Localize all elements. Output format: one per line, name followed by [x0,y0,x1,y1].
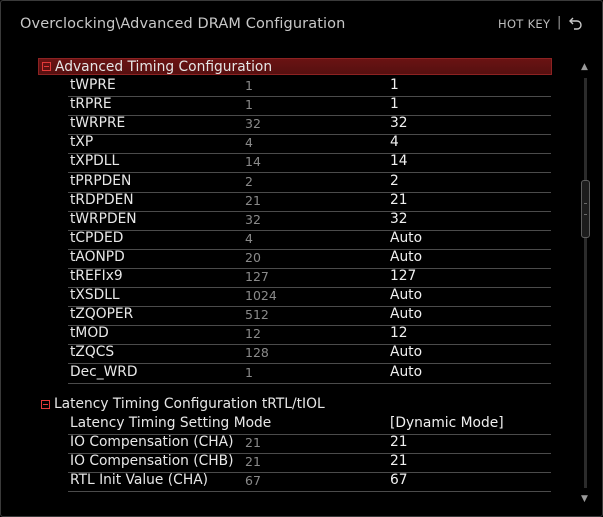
setting-name: Latency Timing Setting Mode [70,414,272,431]
setting-value[interactable]: Auto [390,363,423,380]
setting-current-value: 128 [245,345,269,361]
setting-name: tREFIx9 [70,268,123,284]
setting-current-value: 1 [245,364,253,380]
setting-value[interactable]: Auto [390,344,423,361]
breadcrumb: Overclocking\Advanced DRAM Configuration [20,16,346,32]
setting-row[interactable] [68,453,551,473]
setting-value[interactable]: 14 [390,153,408,170]
setting-row[interactable] [68,96,551,116]
settings-list [38,58,552,498]
setting-name: Dec_WRD [70,363,138,380]
setting-current-value: 67 [245,472,261,488]
setting-row[interactable] [68,344,551,364]
collapse-icon[interactable] [41,400,50,409]
back-arrow-icon[interactable] [569,16,583,30]
setting-name: tZQOPER [70,306,134,323]
setting-name: tMOD [70,325,109,342]
scroll-down-icon[interactable]: ▼ [581,494,588,504]
setting-current-value: 21 [245,434,261,450]
setting-name: tPRPDEN [70,172,132,189]
setting-current-value: 14 [245,154,261,170]
setting-value[interactable]: Auto [390,229,423,246]
collapse-icon[interactable] [42,62,51,71]
setting-row[interactable] [68,134,551,154]
section-title: Latency Timing Configuration tRTL/tIOL [54,396,325,413]
setting-row[interactable] [68,153,551,173]
setting-row[interactable] [68,173,551,193]
setting-value[interactable]: Auto [390,306,423,323]
setting-current-value: 4 [245,135,253,151]
setting-current-value: 21 [245,192,261,208]
section-title: Advanced Timing Configuration [55,58,273,75]
setting-current-value: 1024 [245,288,277,304]
setting-name: tRDPDEN [70,191,134,208]
setting-value[interactable]: Auto [390,248,423,265]
setting-current-value: 20 [245,249,261,265]
setting-current-value: 1 [245,78,253,93]
hotkey-button[interactable]: HOT KEY [498,17,551,31]
setting-name: IO Compensation (CHB) [70,452,234,469]
scroll-track[interactable] [584,78,587,488]
setting-name: tCPDED [70,229,124,246]
setting-row[interactable] [68,287,551,307]
setting-name: tWPRE [70,77,116,93]
setting-row[interactable] [68,415,551,435]
setting-name: tXSDLL [70,287,120,304]
setting-row[interactable] [68,115,551,135]
setting-current-value: 32 [245,116,261,132]
scroll-up-icon[interactable]: ▲ [581,62,588,72]
setting-name: RTL Init Value (CHA) [70,471,209,488]
setting-row[interactable] [68,211,551,231]
setting-name: tRPRE [70,96,112,113]
setting-current-value: 12 [245,326,261,342]
setting-row[interactable] [68,230,551,250]
setting-name: tAONPD [70,248,125,265]
setting-value[interactable]: 4 [390,134,399,151]
section-header[interactable] [38,58,552,75]
setting-value[interactable]: 67 [390,471,408,488]
setting-current-value: 1 [245,97,253,113]
setting-value[interactable]: 127 [390,268,417,284]
header-separator: | [557,15,562,30]
setting-row[interactable] [68,325,551,345]
setting-value[interactable]: 12 [390,325,408,342]
setting-value[interactable]: Auto [390,287,423,304]
setting-name: IO Compensation (CHA) [70,433,234,450]
setting-row[interactable] [68,306,551,326]
setting-row[interactable] [68,249,551,269]
setting-value[interactable]: [Dynamic Mode] [390,414,504,431]
setting-name: tXPDLL [70,153,120,170]
section-header[interactable] [38,396,552,413]
setting-value[interactable]: 21 [390,433,408,450]
setting-value[interactable]: 1 [390,77,399,93]
scroll-thumb[interactable] [581,180,590,238]
setting-name: tZQCS [70,344,115,361]
setting-name: tWRPDEN [70,210,137,227]
setting-row[interactable] [68,192,551,212]
setting-current-value: 2 [245,173,253,189]
setting-current-value: 512 [245,307,269,323]
setting-value[interactable]: 32 [390,210,408,227]
setting-name: tWRPRE [70,115,126,132]
setting-current-value: 127 [245,269,269,284]
setting-value[interactable]: 32 [390,115,408,132]
setting-row[interactable] [68,77,551,97]
setting-value[interactable]: 21 [390,191,408,208]
setting-current-value: 21 [245,453,261,469]
setting-row[interactable] [68,364,551,384]
setting-value[interactable]: 1 [390,96,399,113]
setting-name: tXP [70,134,94,151]
scrollbar[interactable] [579,58,593,510]
setting-value[interactable]: 21 [390,452,408,469]
setting-row[interactable] [68,268,551,288]
setting-row[interactable] [68,434,551,454]
setting-value[interactable]: 2 [390,172,399,189]
setting-current-value: 4 [245,230,253,246]
setting-current-value: 32 [245,211,261,227]
setting-row[interactable] [68,472,551,492]
